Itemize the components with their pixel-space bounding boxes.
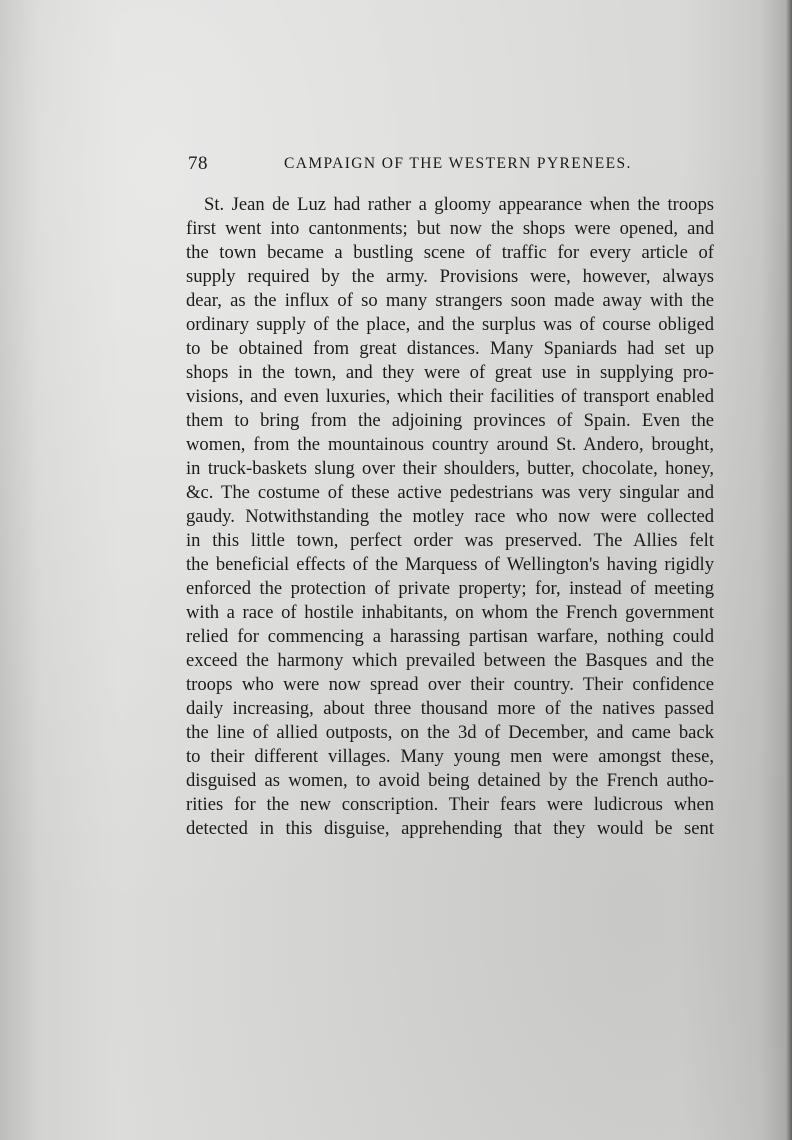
text-line: first went into cantonments; but now the shops were opened, and bbox=[186, 218, 714, 239]
text-line: supply required by the army. Provisions were, however, always bbox=[186, 266, 714, 287]
text-line: the town became a bustling scene of traffic for every article of bbox=[186, 242, 714, 263]
text-line: rities for the new conscription. Their fears were ludicrous when bbox=[186, 794, 714, 815]
page-number: 78 bbox=[188, 153, 208, 174]
text-line: in truck-baskets slung over their shoulders, butter, chocolate, honey, bbox=[186, 458, 714, 479]
text-line: dear, as the influx of so many strangers soon made away with the bbox=[186, 290, 714, 311]
text-line: ordinary supply of the place, and the surplus was of course obliged bbox=[186, 314, 714, 335]
body-paragraph bbox=[186, 193, 714, 841]
text-line: the beneficial effects of the Marquess of Wellington's having rigidly bbox=[186, 554, 714, 575]
text-line: visions, and even luxuries, which their facilities of transport enabled bbox=[186, 386, 714, 407]
running-title: CAMPAIGN OF THE WESTERN PYRENEES. bbox=[284, 155, 632, 172]
text-line: disguised as women, to avoid being detained by the French autho- bbox=[186, 770, 714, 791]
text-line: detected in this disguise, apprehending that they would be sent bbox=[186, 818, 714, 839]
text-line: enforced the protection of private property; for, instead of meeting bbox=[186, 578, 714, 599]
text-line: &c. The costume of these active pedestrians was very singular and bbox=[186, 482, 714, 503]
text-line: St. Jean de Luz had rather a gloomy appearance when the troops bbox=[204, 194, 714, 215]
page-edge-shadow bbox=[786, 0, 792, 1140]
text-line: daily increasing, about three thousand more of the natives passed bbox=[186, 698, 714, 719]
text-line: relied for commencing a harassing partisan warfare, nothing could bbox=[186, 626, 714, 647]
text-line: to their different villages. Many young men were amongst these, bbox=[186, 746, 714, 767]
text-line: in this little town, perfect order was preserved. The Allies felt bbox=[186, 530, 714, 551]
text-line: troops who were now spread over their country. Their confidence bbox=[186, 674, 714, 695]
text-line: with a race of hostile inhabitants, on whom the French government bbox=[186, 602, 714, 623]
text-line: to be obtained from great distances. Many Spaniards had set up bbox=[186, 338, 714, 359]
text-line: women, from the mountainous country around St. Andero, brought, bbox=[186, 434, 714, 455]
text-line: them to bring from the adjoining provinces of Spain. Even the bbox=[186, 410, 714, 431]
running-head bbox=[188, 153, 720, 177]
text-line: shops in the town, and they were of great use in supplying pro- bbox=[186, 362, 714, 383]
text-line: the line of allied outposts, on the 3d of December, and came back bbox=[186, 722, 714, 743]
text-line: exceed the harmony which prevailed between the Basques and the bbox=[186, 650, 714, 671]
text-line: gaudy. Notwithstanding the motley race who now were collected bbox=[186, 506, 714, 527]
